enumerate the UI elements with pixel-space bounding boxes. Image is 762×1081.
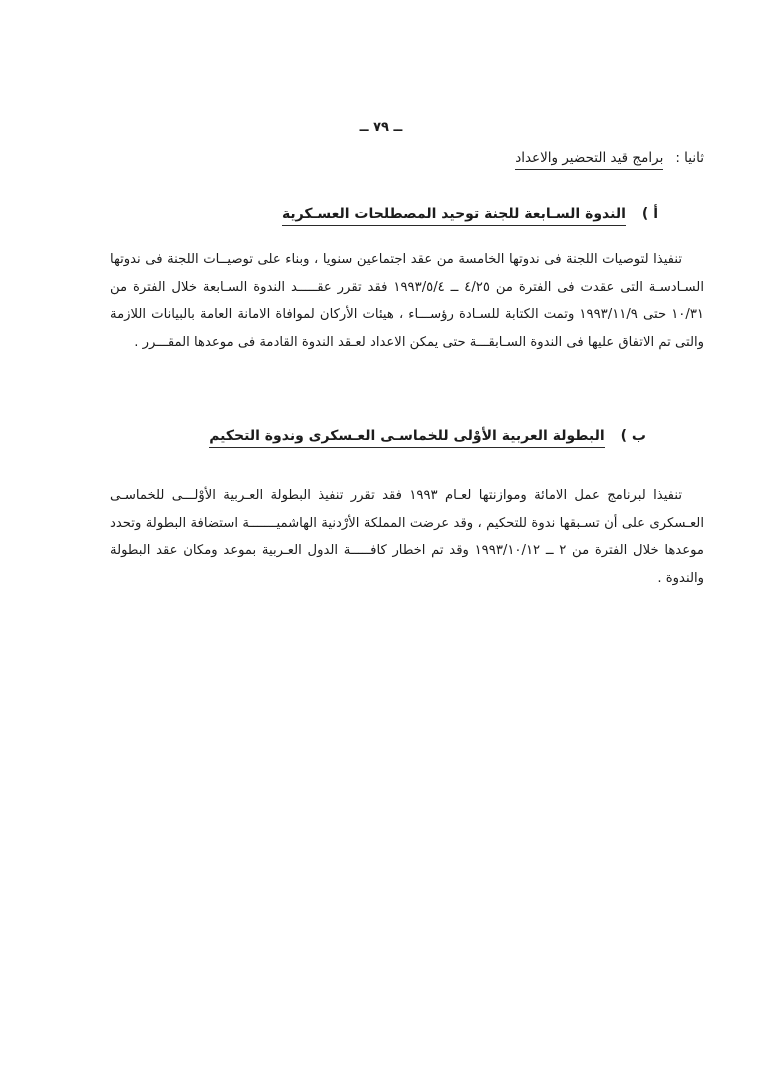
section-a-marker: أ ) <box>641 206 658 222</box>
header-label: ثانيا : <box>675 150 704 166</box>
section-b-body: تنفيذا لبرنامج عمل الامائة وموازنتها لعـام ١٩٩٣ فقد تقرر تنفيذ البطولة العـربية الأوْلـــى للخماسـى العـسكرى على أن تسـبقها ندوة للتحكيم ، وقد عرضت المملكة الأرْدنية الهاشميـــــــة استضافة البطولة وتحدد موعدها خلال الفترة من ٢ ــ ١٩٩٣/١٠/١٢ وقد تم اخطار كافـــــة الدول العـربية بموعد ومكان عقد البطولة والندوة . <box>110 488 704 586</box>
section-b-heading <box>209 428 646 448</box>
header-title: برامج قيد التحضير والاعداد <box>515 150 663 170</box>
section-b-title: البطولة العربية الأوْلى للخماسـى العـسكرى وندوة التحكيم <box>209 428 604 448</box>
section-a-body: تنفيذا لتوصيات اللجنة فى ندوتها الخامسة من عقد اجتماعين سنويا ، وبناء على توصيــات اللجنة فى ندوتها السـادسـة التى عقدت فى الفترة من ٤/٢٥ ــ ١٩٩٣/٥/٤ فقد تقرر عقـــــد الندوة السـابعة خلال الفترة من ١٠/٣١ حتى ١٩٩٣/١١/٩ وتمت الكتابة للسـادة رؤســـاء ، هيئات الأركان لموافاة الامانة العامة بالبيانات اللازمة والتى تم الاتفاق عليها فى الندوة السـابقـــة حتى يمكن الاعداد لعـقد الندوة القادمة فى موعدها المقـــرر . <box>110 252 704 350</box>
section-a-heading <box>282 206 658 226</box>
section-a-title: الندوة السـابعة للجنة توحيد المصطلحات العسـكرية <box>282 206 626 226</box>
document-header <box>515 150 704 170</box>
section-b-marker: ب ) <box>620 428 646 444</box>
page-number: ــ ٧٩ ــ <box>359 120 403 135</box>
